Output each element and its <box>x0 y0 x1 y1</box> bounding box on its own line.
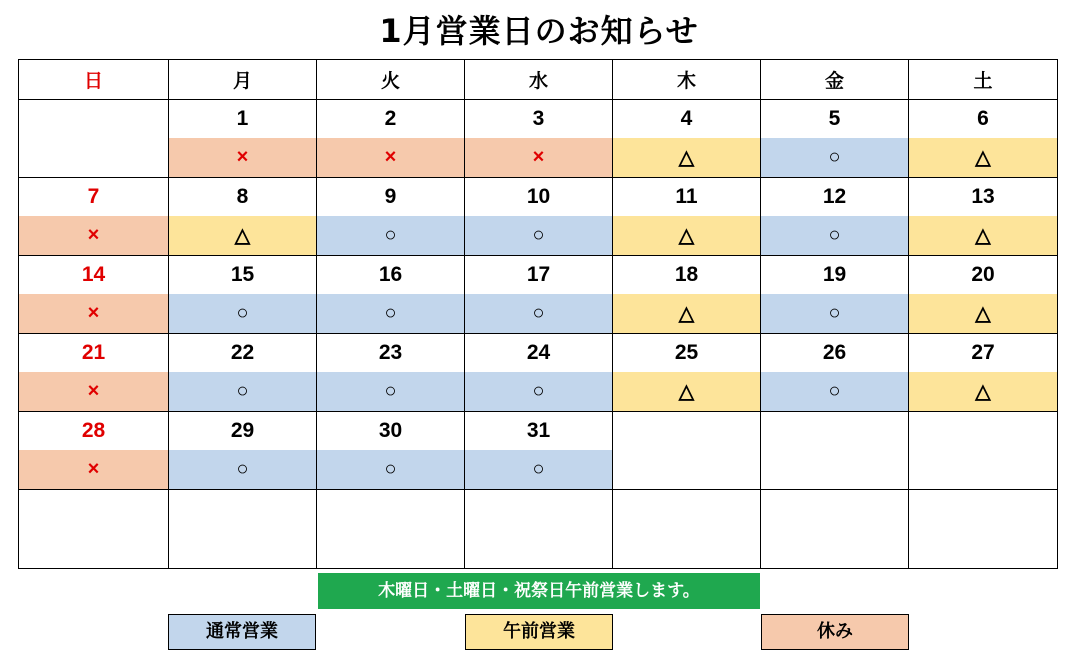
day-number: 1 <box>169 100 317 139</box>
day-number: 30 <box>317 412 465 451</box>
day-number: 24 <box>465 334 613 373</box>
day-status-mark: △ <box>909 294 1058 334</box>
day-status-mark: ○ <box>317 450 465 490</box>
day-status-mark: ○ <box>465 450 613 490</box>
day-number: 2 <box>317 100 465 139</box>
blank-week-row <box>19 490 1058 569</box>
day-status-mark: ○ <box>761 216 909 256</box>
week-number-row <box>19 412 1058 451</box>
day-number <box>19 100 169 139</box>
day-number: 29 <box>169 412 317 451</box>
day-number <box>613 412 761 451</box>
weekday-header-row <box>19 60 1058 100</box>
week-mark-row <box>19 138 1058 178</box>
day-status-mark: ○ <box>169 372 317 412</box>
weekday-tuesday: 火 <box>317 60 465 100</box>
day-status-mark: △ <box>909 138 1058 178</box>
week-mark-row <box>19 294 1058 334</box>
day-number: 6 <box>909 100 1058 139</box>
day-number: 16 <box>317 256 465 295</box>
day-status-mark: △ <box>169 216 317 256</box>
day-number: 13 <box>909 178 1058 217</box>
day-number: 19 <box>761 256 909 295</box>
day-status-mark <box>761 450 909 490</box>
day-status-mark <box>19 138 169 178</box>
day-number: 20 <box>909 256 1058 295</box>
day-number: 27 <box>909 334 1058 373</box>
weekday-monday: 月 <box>169 60 317 100</box>
day-status-mark <box>909 450 1058 490</box>
day-status-mark: ○ <box>317 216 465 256</box>
blank-day-cell <box>317 490 465 569</box>
day-status-mark: × <box>19 450 169 490</box>
day-status-mark: ○ <box>761 294 909 334</box>
week-mark-row <box>19 450 1058 490</box>
day-number: 5 <box>761 100 909 139</box>
week-number-row <box>19 256 1058 295</box>
day-number: 23 <box>317 334 465 373</box>
day-number: 11 <box>613 178 761 217</box>
blank-day-cell <box>465 490 613 569</box>
day-number: 10 <box>465 178 613 217</box>
day-status-mark: ○ <box>465 294 613 334</box>
weekday-thursday: 木 <box>613 60 761 100</box>
blank-day-cell <box>761 490 909 569</box>
day-number: 15 <box>169 256 317 295</box>
day-number: 14 <box>19 256 169 295</box>
day-status-mark: ○ <box>317 372 465 412</box>
day-number: 3 <box>465 100 613 139</box>
day-number: 8 <box>169 178 317 217</box>
calendar-table <box>18 59 1058 569</box>
weekday-friday: 金 <box>761 60 909 100</box>
blank-day-cell <box>19 490 169 569</box>
day-status-mark: ○ <box>169 450 317 490</box>
day-number: 17 <box>465 256 613 295</box>
day-status-mark: × <box>465 138 613 178</box>
day-status-mark: × <box>19 216 169 256</box>
day-status-mark: × <box>169 138 317 178</box>
day-status-mark: △ <box>613 294 761 334</box>
day-status-mark: △ <box>613 138 761 178</box>
day-number <box>909 412 1058 451</box>
day-status-mark: △ <box>613 216 761 256</box>
day-status-mark: × <box>19 372 169 412</box>
day-status-mark: ○ <box>761 372 909 412</box>
week-number-row <box>19 178 1058 217</box>
day-status-mark: × <box>19 294 169 334</box>
weekday-sunday: 日 <box>19 60 169 100</box>
week-number-row <box>19 100 1058 139</box>
day-number: 22 <box>169 334 317 373</box>
day-status-mark: ○ <box>761 138 909 178</box>
day-status-mark: ○ <box>465 216 613 256</box>
day-number: 31 <box>465 412 613 451</box>
page-title: 1月営業日のお知らせ <box>379 12 699 50</box>
blank-day-cell <box>613 490 761 569</box>
day-number: 26 <box>761 334 909 373</box>
legend-closed: 休み <box>761 614 909 650</box>
day-number: 28 <box>19 412 169 451</box>
week-mark-row <box>19 372 1058 412</box>
day-number: 7 <box>19 178 169 217</box>
blank-day-cell <box>909 490 1058 569</box>
legend-normal: 通常営業 <box>168 614 316 650</box>
weekday-wednesday: 水 <box>465 60 613 100</box>
day-number: 25 <box>613 334 761 373</box>
day-status-mark: △ <box>613 372 761 412</box>
week-mark-row <box>19 216 1058 256</box>
notice-banner: 木曜日・土曜日・祝祭日午前営業します。 <box>318 573 760 609</box>
day-status-mark: △ <box>909 216 1058 256</box>
day-number: 4 <box>613 100 761 139</box>
week-number-row <box>19 334 1058 373</box>
day-number: 21 <box>19 334 169 373</box>
legend-morning: 午前営業 <box>465 614 613 650</box>
day-number <box>761 412 909 451</box>
day-status-mark: × <box>317 138 465 178</box>
day-number: 9 <box>317 178 465 217</box>
day-number: 18 <box>613 256 761 295</box>
day-number: 12 <box>761 178 909 217</box>
day-status-mark: ○ <box>465 372 613 412</box>
day-status-mark: ○ <box>169 294 317 334</box>
weekday-saturday: 土 <box>909 60 1058 100</box>
day-status-mark <box>613 450 761 490</box>
day-status-mark: ○ <box>317 294 465 334</box>
blank-day-cell <box>169 490 317 569</box>
day-status-mark: △ <box>909 372 1058 412</box>
